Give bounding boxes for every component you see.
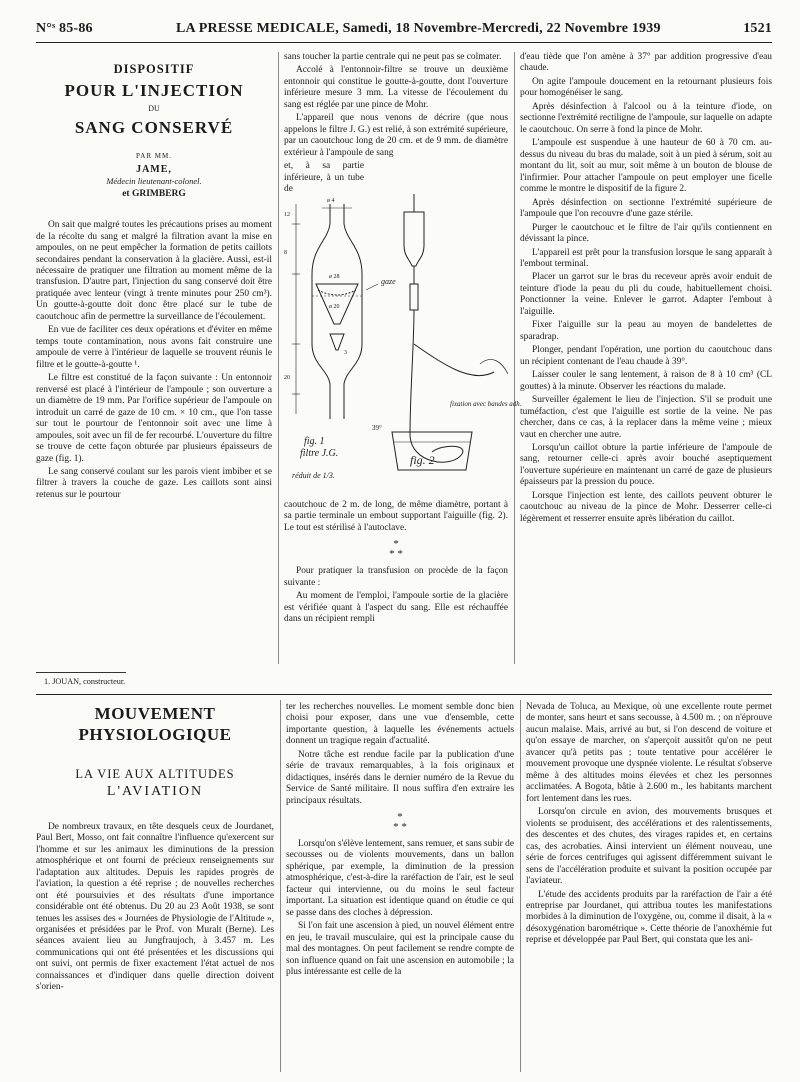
paragraph: Lorsqu'on circule en avion, des mouvements brusques et violents se produisent, des accélérations et des ralentissements, des descentes et des chutes, des virages rapides et, en certains cas, des acrobaties. Ainsi intervient un élément nouveau, une série de forces centrifuges qui agissent différemment suivant le sens de l'accélération produite et suivant la position occupée par l'aviateur. xyxy=(526,807,772,887)
column-divider xyxy=(280,700,281,1072)
paragraph: De nombreux travaux, en tête desquels ceux de Jourdanet, Paul Bert, Mosso, ont fait connaître l'influence qu'exercent sur l'homme et sur les animaux les diminutions de la pression atmosphérique et ont fourni de précieux renseignements sur l'adaptation aux altitudes. Depuis les rapides progrès de l'aviation, la question a été reprise ; de nouvelles recherches ont été poursuivies et des résultats d'une importance considérable ont été obtenus. Du 20 au 23 Août 1938, se sont tenues les assises des « Journées de Physiologie de l'Altitude », organisées et présidées par le Prof. von Muralt (Berne). Les séances avaient lieu au Jungfraujoch, à 3.457 m. Les communications qui ont été présentées et les discussions qui ont suivi, ont permis de fixer exactement l'état actuel de nos connaissances et d'indiquer dans quelle direction doivent s'orien- xyxy=(36,821,274,993)
paragraph: Lorsque l'injection est lente, des caillots peuvent obturer le caoutchouc au niveau de la pince de Mohr. Desserrer celle-ci légèrement et resserrer ensuite après libération du caillot. xyxy=(520,490,772,524)
journal-title: LA PRESSE MEDICALE, Samedi, 18 Novembre-Mercredi, 22 Novembre 1939 xyxy=(176,21,661,36)
section-divider xyxy=(36,694,772,695)
paragraph: Accolé à l'entonnoir-filtre se trouve un deuxième entonnoir qui constitue le goutte-à-goutte, dont l'ouverture inférieure mesure 3 mm. La vitesse de l'écoulement du sang est réglée par une pince de Mohr. xyxy=(284,65,508,110)
paragraph: Surveiller également le lieu de l'injection. S'il se produit une tuméfaction, c'est que l'aiguille est sortie de la veine. Ne pas chercher, dans ce cas, à la replacer dans la même veine ; mieux vaut en chercher une autre. xyxy=(520,395,772,440)
article1-title-du: DU xyxy=(148,103,160,113)
article2-column-3 xyxy=(526,702,772,949)
fig1-name: filtre J.G. xyxy=(300,448,339,459)
paragraph: Laisser couler le sang lentement, à raison de 8 à 10 cm³ (CL gouttes) à la minute. Observer les réactions du malade. xyxy=(520,370,772,392)
paragraph: ter les recherches nouvelles. Le moment semble donc bien choisi pour exposer, dans une vue d'ensemble, cette importante question, à laquelle les événements actuels donnent un tragique regain d'actualité. xyxy=(286,702,514,747)
figure-2-suspended-apparatus xyxy=(392,194,508,470)
paragraph: sans toucher la partie centrale qui ne peut pas se colmater. xyxy=(284,52,502,62)
article1-heading xyxy=(36,62,272,200)
dim-label: ø 4 xyxy=(327,198,335,204)
fig1-scale: réduit de 1/3. xyxy=(292,471,335,480)
article1-column-2-top xyxy=(284,52,508,198)
paragraph: Après désinfection à l'alcool ou à la teinture d'iode, on sectionne l'extrémité rectiligne de l'ampoule, sur laquelle on adapte le caoutchouc. On serre à fond la pince de Mohr. xyxy=(520,101,772,135)
fixation-label: fixation avec bandes adh. xyxy=(450,400,522,408)
paragraph: Placer un garrot sur le bras du receveur après avoir enduit de teinture d'iode la peau du pli du coude, habituellement choisi. Ponctionner la veine. Enlever le garrot. Adapter l'embout à l'aiguille. xyxy=(520,272,772,317)
dim-label: 12 xyxy=(284,212,290,218)
paragraph: Le sang conservé coulant sur les parois vient imbiber et se filtrer à travers la couche de gaze. Les caillots sont ainsi retenus sur le pourtour xyxy=(36,466,272,500)
article1-author1: JAME, xyxy=(136,164,172,175)
section-stars: * * * xyxy=(389,538,403,561)
column-divider xyxy=(520,700,521,1072)
paragraph: Pour pratiquer la transfusion on procède de la façon suivante : xyxy=(284,566,508,588)
paragraph: On agite l'ampoule doucement en la retournant plusieurs fois pour homogénéiser le sang. xyxy=(520,76,772,99)
footnote: 1. JOUAN, constructeur. xyxy=(44,677,126,686)
figure-1-filter xyxy=(292,204,378,419)
article1-column-1 xyxy=(36,52,272,503)
paragraph: et, à sa partie inférieure, à un tube de xyxy=(284,161,364,195)
dim-label: 3 xyxy=(344,350,347,356)
paragraph: Si l'on fait une ascension à pied, un nouvel élément entre en jeu, le travail musculaire, qui est la principale cause du mal des montagnes. On peut facilement se rendre compte de son influence quand on fait une ascension en automobile ; la plus intéressante est celle de la xyxy=(286,921,514,978)
paragraph: L'ampoule est suspendue à une hauteur de 60 à 70 cm. au-dessus du niveau du bras du malade, soit à un pied à sérum, soit au montant du lit, soit au mur, soit même à un bouton de blouse de l'infirmier. Pour attacher l'ampoule on peut employer une ficelle comme le montre le dispositif de la figure 2. xyxy=(520,138,772,195)
article1-title-line3: SANG CONSERVÉ xyxy=(74,117,234,137)
article2-title-line2: L'AVIATION xyxy=(106,783,204,799)
dim-label: 20 xyxy=(284,375,290,381)
paragraph: Lorsqu'un caillot obture la partie inférieure de l'ampoule de sang, retourner celle-ci après avoir bouché aseptiquement l'ouverture supérieure en maintenant un carré de gaze de plusieurs épaisseurs par la pression du pouce. xyxy=(520,443,772,488)
article1-column-2-bottom xyxy=(284,500,508,628)
column-divider xyxy=(514,52,515,664)
paragraph: Au moment de l'emploi, l'ampoule sortie de la glacière est vérifiée quant à l'aspect du sang. Elle est réchauffée dans un récipient rempli xyxy=(284,591,508,625)
paragraph: Après désinfection on sectionne l'extrémité supérieure de l'ampoule que l'on recouvre d'une gaze stérile. xyxy=(520,197,772,220)
fig2-caption: fig. 2 xyxy=(410,453,435,467)
page-number: 1521 xyxy=(743,21,772,36)
article2-title-line1: LA VIE AUX ALTITUDES xyxy=(75,767,235,782)
article1-author2: et GRIMBERG xyxy=(122,188,186,199)
article1-author1-role: Médecin lieutenant-colonel. xyxy=(106,176,202,187)
paragraph: L'appareil que nous venons de décrire (que nous appelons le filtre J. G.) est relié, à son extrémité supérieure, par un caoutchouc long de 20 cm. et de 9 mm. de diamètre extérieur à l'ampoule de sang xyxy=(284,113,508,158)
article1-title-line2: POUR L'INJECTION xyxy=(64,81,244,101)
paragraph: caoutchouc de 2 m. de long, de même diamètre, portant à sa partie terminale un embout supportant l'aiguille (fig. 2). Le tout est stérilisé à l'autoclave. xyxy=(284,500,508,533)
paragraph: Lorsqu'on s'élève lentement, sans remuer, et sans subir de secousses ou de violents mouvements, dans un ballon sphérique, par exemple, la diminution de la pression atmosphérique, c'est-à-dire la raréfaction de l'air, est le seul facteur qui intervienne, ou du moins le seul facteur important. La situation est identique quand on étudie ce qui se passe dans des cloches à dépression. xyxy=(286,839,514,918)
paragraph: Plonger, pendant l'opération, une portion du caoutchouc dans un récipient contenant de l'eau chaude à 39°. xyxy=(520,345,772,367)
fig1-caption: fig. 1 xyxy=(304,436,325,447)
article1-column-3 xyxy=(520,52,772,527)
figure-apparatus xyxy=(282,194,522,490)
dim-label: ø 20 xyxy=(329,304,340,310)
paragraph: Purger le caoutchouc et le filtre de l'air qu'ils contiennent en dévissant la pince. xyxy=(520,222,772,245)
section-stars: * * * xyxy=(393,811,407,834)
paragraph: Le filtre est constitué de la façon suivante : Un entonnoir renversé est placé à l'intérieur de l'ampoule ; son ouverture a un diamètre de 19 mm. Par l'orifice supérieur de l'ampoule on introduit un carré de gaze de 10 cm. × 10 cm., que l'on tasse sur tout le pourtour de l'entonnoir soit avec une lime à ampoules, soit avec un fil de fer recourbé. L'ouverture du filtre se trouve de cette façon obturée par plusieurs épaisseurs de gaze (fig. 1). xyxy=(36,373,272,464)
dim-label: 8 xyxy=(284,250,287,256)
paragraph: Notre tâche est rendue facile par la publication d'une série de travaux remarquables, à la fois originaux et didactiques, insérés dans le dernier numéro de la Revue du Service de Santé militaire. Il nous suffira d'en extraire les principaux résultats. xyxy=(286,749,514,806)
paragraph: Nevada de Toluca, au Mexique, où une excellente route permet de monter, sans heurt et sans secousse, à 4.500 m. ; on n'éprouve aucun malaise. Mais, arrivé au but, si l'on descend de voiture et qu'on essaye de marcher, on s'aperçoit aussitôt qu'on ne peut avancer qu'à petits pas ; toute tentative pour accélérer le mouvement provoque une dyspnée violente. Le résultat s'observe même à des altitudes moins élevées et chez les personnes acclimatées. A Bogota, bâtie à 2.600 m., les habitants marchent fort lentement dans les rues. xyxy=(526,702,772,804)
column-divider xyxy=(278,52,279,664)
article2-column-1 xyxy=(36,702,274,996)
paragraph: L'appareil est prêt pour la transfusion lorsque le sang apparaît à l'embout terminal. xyxy=(520,247,772,269)
article1-title-line1: DISPOSITIF xyxy=(113,62,195,76)
dim-label: ø 28 xyxy=(329,274,340,280)
paragraph: En vue de faciliter ces deux opérations et d'éviter en même temps toute contamination, nous avons fait construire une ampoule de verre à l'intérieur de laquelle se trouvent réunis le filtre et le goutte-à-goutte ¹. xyxy=(36,325,272,370)
paragraph: Fixer l'aiguille sur la peau au moyen de bandelettes de sparadrap. xyxy=(520,320,772,342)
footnote-rule xyxy=(36,672,126,673)
page-header xyxy=(36,18,772,43)
article1-par: PAR MM. xyxy=(136,152,172,161)
paragraph: L'étude des accidents produits par la raréfaction de l'air a été entreprise par Jourdanet, qui attribua toutes les manifestations morbides à la diminution de l'oxygène, ou, comme il disait, à la « désoxygénation barométrique ». Cette théorie de l'anoxhémie fut reprise et développée par Paul Bert, qui constata que les ani- xyxy=(526,889,772,946)
issue-number: N°ˢ 85-86 xyxy=(36,21,93,36)
article2-column-2 xyxy=(286,702,514,981)
section-title: MOUVEMENT PHYSIOLOGIQUE xyxy=(78,704,232,744)
paragraph: d'eau tiède que l'on amène à 37° par addition progressive d'eau chaude. xyxy=(520,52,772,74)
temp-label: 39° xyxy=(372,424,382,432)
gaze-label: gaze xyxy=(381,277,396,286)
paragraph: On sait que malgré toutes les précautions prises au moment de la récolte du sang et malgré la filtration avant la mise en ampoules, on ne peut empêcher la formation de petits caillots secondaires pendant la conservation à la glacière. Aussi, est-il nécessaire de pratiquer une filtration au moment même de la transfusion. D'autre part, l'injection du sang conservé doit être pratiquée avec lenteur (vingt à trente minutes pour 250 cm³). Un goutte-à-goutte doit donc être placé sur le tube de caoutchouc afin de permettre la surveillance de l'écoulement. xyxy=(36,220,272,322)
